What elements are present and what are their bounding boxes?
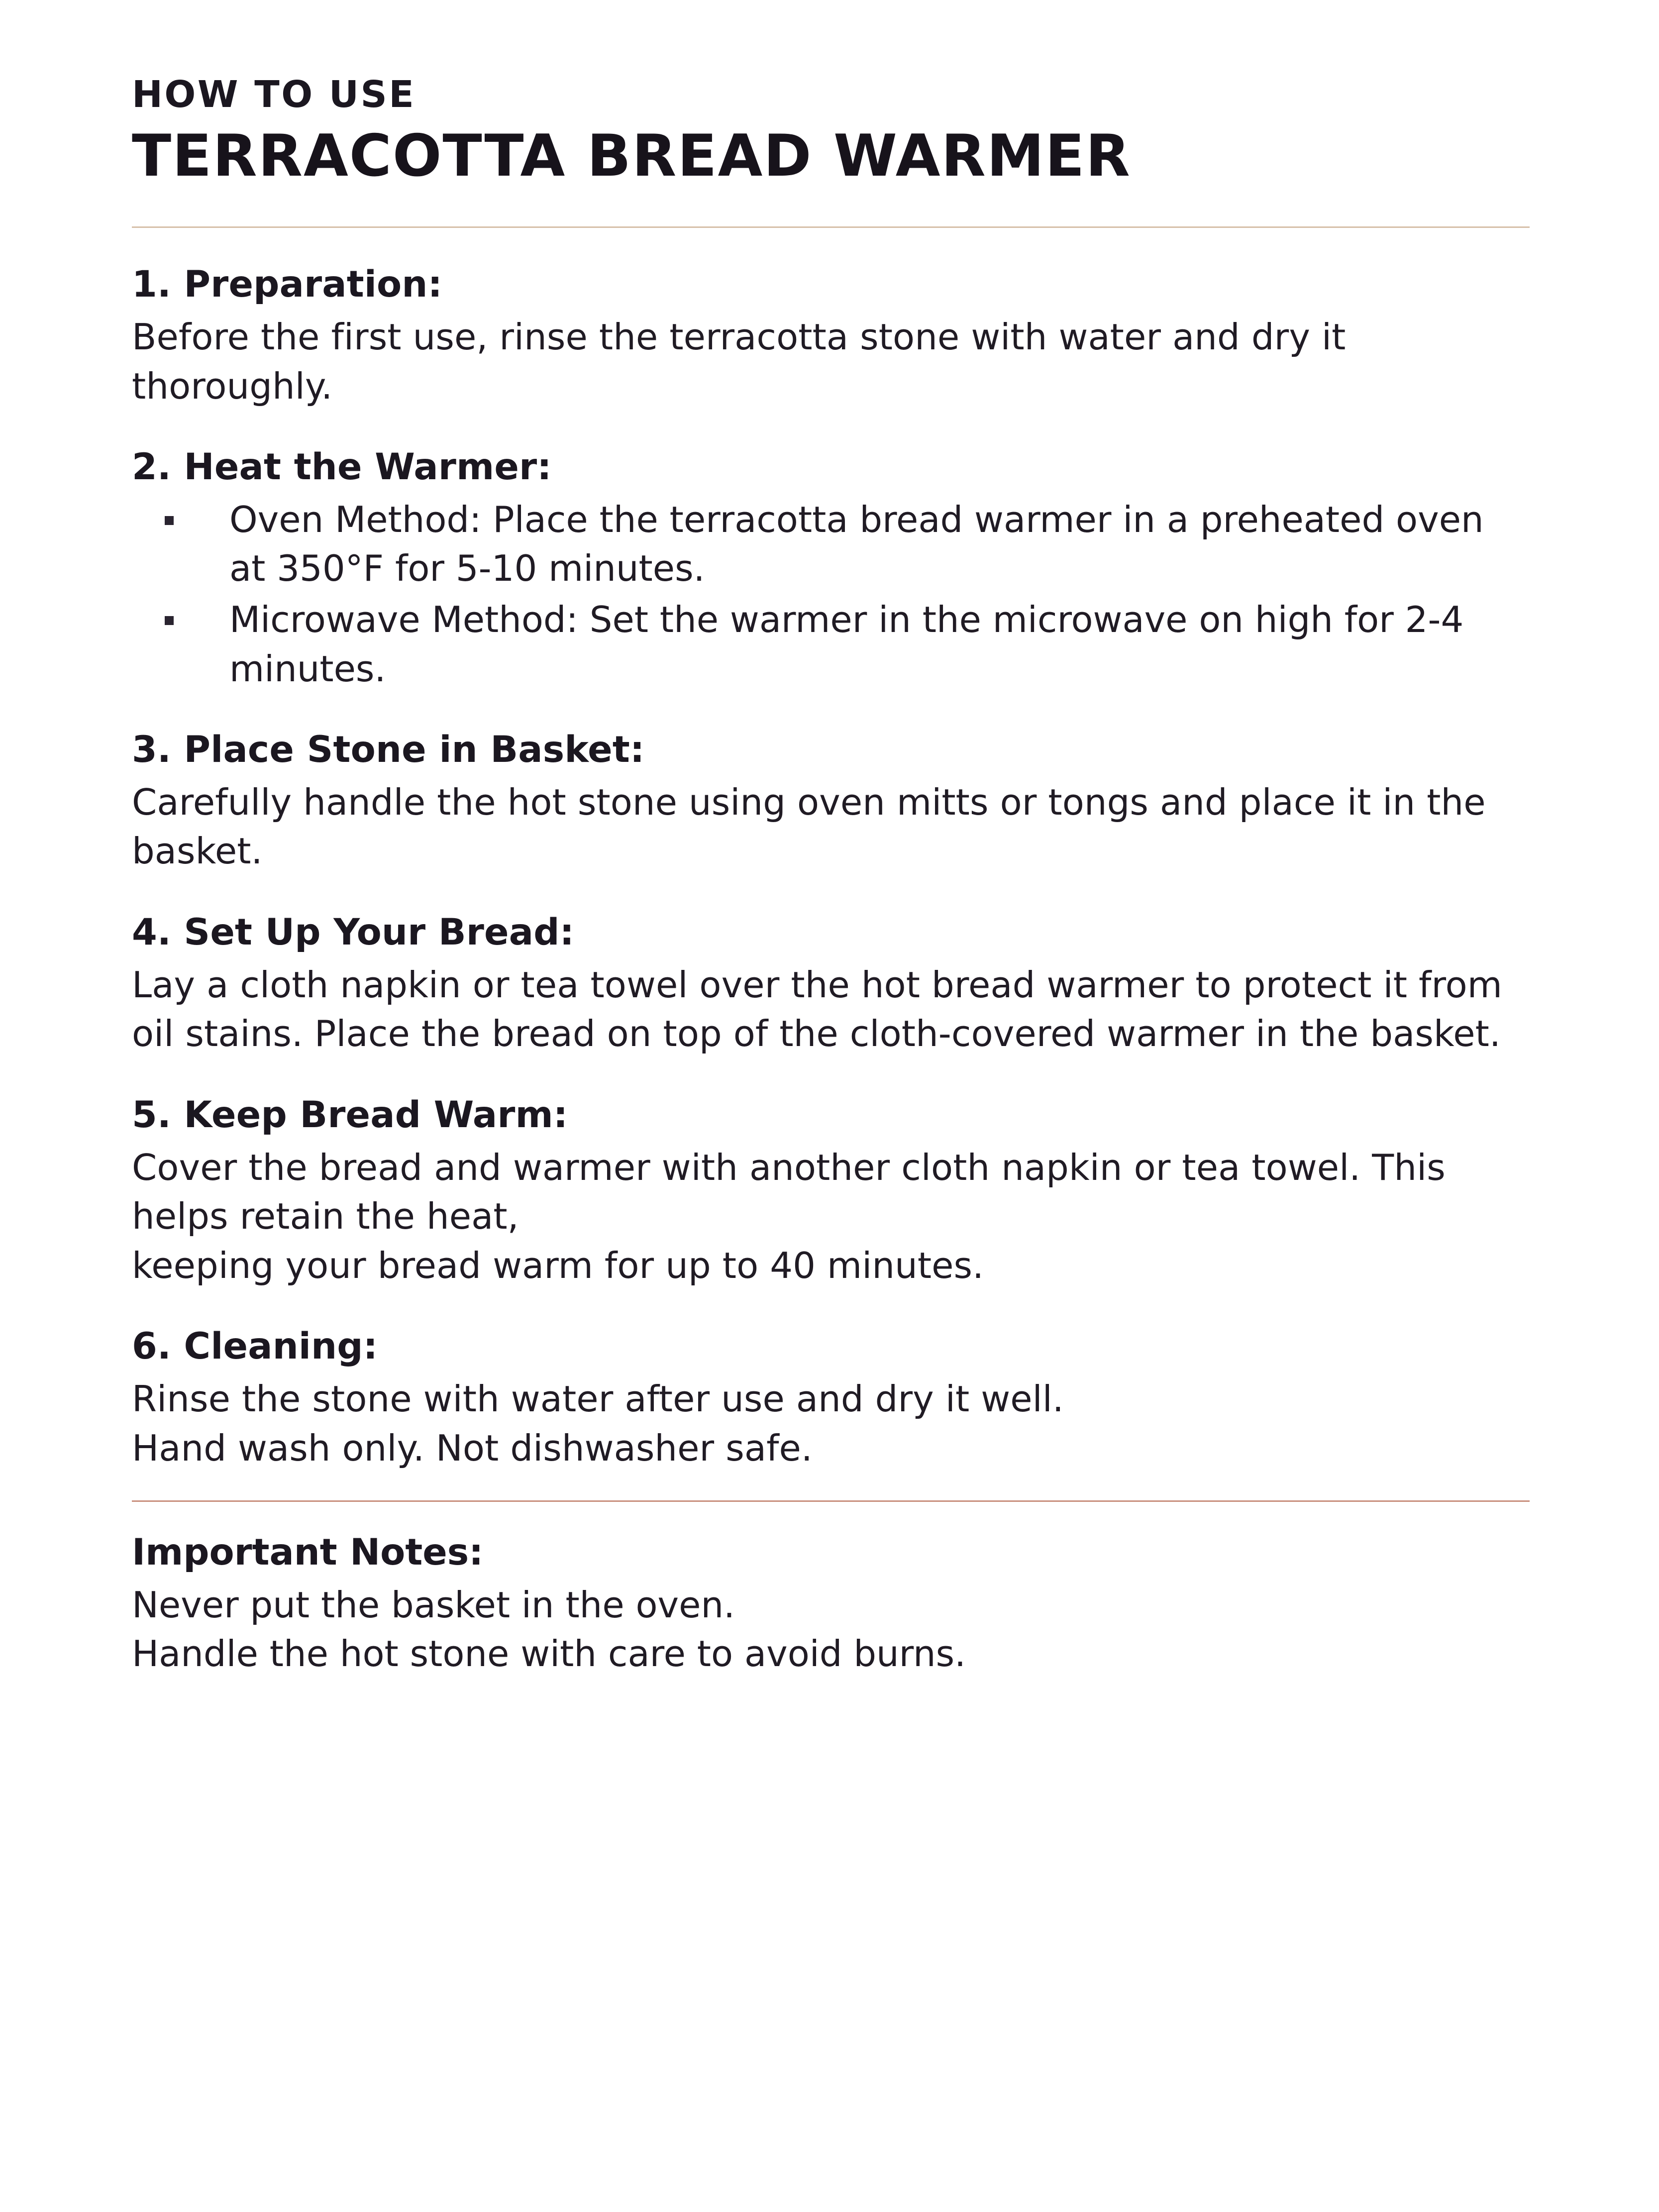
heat-methods-list [132,495,1530,694]
list-item [132,495,1530,593]
section-heading: 6. Cleaning: [132,1325,378,1368]
bullet-square-icon [165,616,174,625]
important-notes [132,1531,1530,1679]
section-body: Before the first use, rinse the terracotta stone with water and dry it thoroughly. [132,316,1346,407]
list-item [132,595,1530,693]
section-heading: 5. Keep Bread Warm: [132,1093,568,1136]
list-item-label: Microwave Method: Set the warmer in the microwave on high for 2-4 minutes. [229,598,1464,690]
notes-heading: Important Notes: [132,1531,484,1574]
section-set-up-your-bread [132,911,1530,1058]
section-body: Carefully handle the hot stone using oven mitts or tongs and place it in the basket. [132,781,1486,872]
notes-line-2: Handle the hot stone with care to avoid burns. [132,1633,966,1675]
page-title: TERRACOTTA BREAD WARMER [132,122,1131,190]
section-body-line-2: keeping your bread warm for up to 40 minutes. [132,1244,984,1286]
section-body: Lay a cloth napkin or tea towel over the hot bread warmer to protect it from oil stains. Place the bread on top of the cloth-covered warmer in the basket. [132,963,1502,1055]
section-cleaning [132,1325,1530,1473]
section-body-line-1: Rinse the stone with water after use and dry it well. [132,1377,1064,1420]
bullet-square-icon [165,516,174,525]
eyebrow-heading: HOW TO USE [132,73,416,116]
section-heading: 1. Preparation: [132,263,442,306]
section-body-line-2: Hand wash only. Not dishwasher safe. [132,1427,813,1469]
section-place-stone-in-basket [132,728,1530,876]
divider-top [132,226,1530,228]
section-body-line-1: Cover the bread and warmer with another cloth napkin or tea towel. This helps retain the heat, [132,1146,1446,1238]
section-heading: 3. Place Stone in Basket: [132,729,645,771]
divider-notes [132,1500,1530,1502]
section-heading: 2. Heat the Warmer: [132,446,552,489]
notes-line-1: Never put the basket in the oven. [132,1583,735,1626]
list-item-label: Oven Method: Place the terracotta bread warmer in a preheated oven at 350°F for 5-10 minutes. [229,498,1484,590]
section-preparation [132,263,1530,411]
section-heading: 4. Set Up Your Bread: [132,911,575,954]
section-heat-the-warmer [132,445,1530,693]
section-keep-bread-warm [132,1093,1530,1290]
